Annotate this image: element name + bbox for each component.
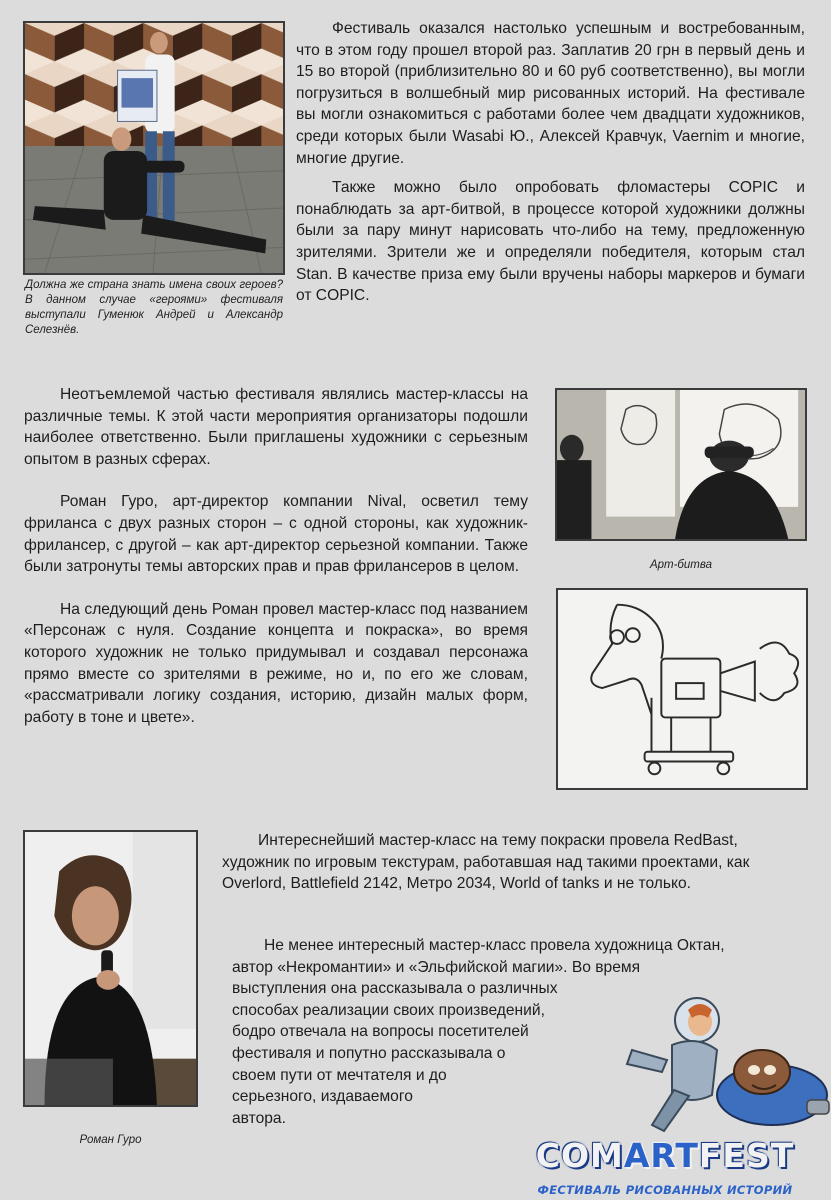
art-battle-photo-image bbox=[557, 390, 805, 539]
text-line: бодро отвечала на вопросы посетителей bbox=[232, 1023, 529, 1041]
logo-part-com: COM bbox=[535, 1136, 624, 1175]
logo-part-art: ART bbox=[623, 1136, 699, 1175]
characters-image bbox=[612, 990, 831, 1140]
photo-horse-drawing bbox=[556, 588, 808, 790]
roman-guro-caption: Роман Гуро bbox=[79, 1134, 142, 1146]
photo-art-battle bbox=[555, 388, 807, 541]
text-line: Не менее интересный мастер-класс провела художница Октан, bbox=[264, 937, 725, 954]
photo-festival-heroes bbox=[23, 21, 285, 275]
section1-paragraph-2: Также можно было опробовать фломастеры COPIC и понаблюдать за арт-битвой, в процессе которой художники должны были за пару минут нарисовать что-либо на тему, предложенную зрителями. Зрители же и определяли победителя, которым стал Stan. В качестве приза ему были вручены наборы маркеров и бумаги от COPIC. bbox=[296, 179, 805, 305]
section2-paragraph-2: Роман Гуро, арт-директор компании Nival, осветил тему фриланса с двух разных сторон – с одной стороны, как художник-фрилансер, с другой – как арт-директор серьезной компании. Также были затронуты темы авторских прав и прав фрилансеров в целом. bbox=[24, 493, 528, 576]
comic-characters-illustration bbox=[612, 990, 831, 1140]
text-line: серьезного, издаваемого bbox=[232, 1088, 413, 1106]
text-line: автор «Некромантии» и «Эльфийской магии». Во время bbox=[232, 958, 641, 976]
logo-subtitle: ФЕСТИВАЛЬ РИСОВАННЫХ ИСТОРИЙ bbox=[537, 1183, 793, 1197]
heroes-photo-image bbox=[25, 23, 283, 273]
roman-guro-photo-image bbox=[25, 832, 196, 1105]
heroes-photo-caption: Должна же страна знать имена своих героев? В данном случае «героями» фестиваля выступали Гуменюк Андрей и Александр Селезнёв. bbox=[25, 279, 283, 336]
section1-paragraph-1: Фестиваль оказался настолько успешным и востребованным, что в этом году прошел второй раз. Заплатив 20 грн в первый день и 15 во второй (приблизительно 80 и 60 руб соответственно), вы могли погрузиться в волшебный мир рисованных историй. На фестивале вы могли ознакомиться с работами более чем двадцати художников, среди которых были Wasabi Ю., Алексей Кравчук, Vaernim и многие, многие другие. bbox=[296, 20, 805, 167]
section3-text bbox=[222, 830, 808, 895]
photo-roman-guro bbox=[23, 830, 198, 1107]
text-line: выступления она рассказывала о различных bbox=[232, 980, 558, 998]
logo-wordmark bbox=[520, 1138, 810, 1181]
text-line: своем пути от мечтателя и до bbox=[232, 1066, 447, 1084]
horse-drawing-image bbox=[558, 590, 806, 788]
text-line: фестиваля и попутно рассказывала о bbox=[232, 1044, 506, 1062]
text-line: способах реализации своих произведений, bbox=[232, 1001, 545, 1019]
section1-text bbox=[296, 18, 805, 307]
section2-paragraph-3: На следующий день Роман провел мастер-класс под названием «Персонаж с нуля. Создание концепта и покраска», во время которого художник не только придумывал и создавал персонажа прямо вместе со зрителями в режиме, но и, по его же словам, «рассматривали логику создания, историю, дизайн малых форм, работу в тоне и цвете». bbox=[24, 600, 528, 726]
text-line: автора. bbox=[232, 1109, 286, 1127]
section2-paragraph-1: Неотъемлемой частью фестиваля являлись мастер-классы на различные темы. К этой части мероприятия организаторы подошли наиболее ответственно. Были приглашены художники с серьезным опытом в разных сферах. bbox=[24, 386, 528, 468]
comartfest-logo bbox=[520, 1136, 810, 1197]
logo-part-fest: FEST bbox=[698, 1136, 795, 1175]
section3-paragraph-1: Интереснейший мастер-класс на тему покраски провела RedBast, художник по игровым текстурам, работавшая над такими проектами, как Overlord, Battlefield 2142, Метро 2034, World of tanks и не только. bbox=[222, 832, 750, 893]
section2-text bbox=[24, 384, 528, 728]
art-battle-caption: Арт-битва bbox=[649, 559, 713, 571]
